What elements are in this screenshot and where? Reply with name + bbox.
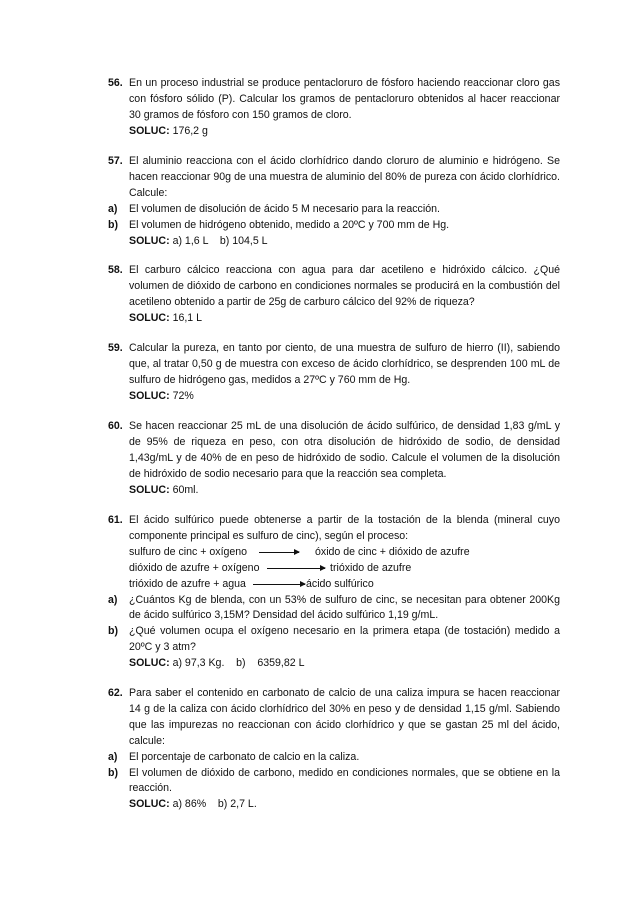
soluc-value: 16,1 L (172, 311, 203, 324)
problem-number: 56. (108, 77, 123, 89)
part-text: ¿Qué volumen ocupa el oxígeno necesario en la primera etapa (de tostación) medido a 20ºC y 3 atm? (129, 625, 560, 654)
soluc-value: 72% (172, 389, 194, 402)
reaction-2 (129, 561, 560, 577)
problem-text: En un proceso industrial se produce pentacloruro de fósforo haciendo reaccionar cloro gas con fósforo sólido (P). Calcular los gramos de pentacloruro obtenidos al hacer reaccionar 30 gramos de fósforo con 150 gramos de cloro. (129, 77, 560, 121)
problem-number: 59. (108, 342, 123, 354)
problem-number: 58. (108, 264, 123, 276)
part-text: El porcentaje de carbonato de calcio en la caliza. (129, 750, 360, 763)
part-label: a) (108, 593, 118, 606)
soluc-value: a) 97,3 Kg. b) 6359,82 L (172, 657, 305, 670)
soluc-value: a) 86% b) 2,7 L. (172, 798, 257, 811)
problem-58 (108, 263, 560, 327)
arrow-icon (259, 552, 299, 553)
problem-57 (108, 154, 560, 249)
part-label: a) (108, 750, 118, 763)
soluc-label: SOLUC: (129, 657, 170, 670)
problem-59 (108, 341, 560, 405)
soluc-label: SOLUC: (129, 389, 170, 402)
arrow-icon (267, 568, 325, 569)
problem-62 (108, 686, 560, 813)
part-label: a) (108, 202, 118, 215)
soluc-label: SOLUC: (129, 798, 170, 811)
part-text: ¿Cuántos Kg de blenda, con un 53% de sulfuro de cinc, se necesitan para obtener 200Kg de ácido sulfúrico 3,15M? Densidad del ácido sulfúrico 1,19 g/mL. (129, 593, 560, 622)
reaction-1 (129, 545, 560, 561)
problem-60 (108, 419, 560, 499)
soluc-label: SOLUC: (129, 124, 170, 137)
part-text: El volumen de hidrógeno obtenido, medido a 20ºC y 700 mm de Hg. (129, 218, 450, 231)
reaction-list (108, 545, 560, 593)
problem-text: El carburo cálcico reacciona con agua para dar acetileno e hidróxido cálcico. ¿Qué volumen de dióxido de carbono en condiciones normales se producirá en la combustión del acetileno obtenido a partir de 25g de carburo cálcico del 92% de riqueza? (129, 264, 560, 308)
problem-text: El aluminio reacciona con el ácido clorhídrico dando cloruro de aluminio e hidrógeno. Se hacen reaccionar 90g de una muestra de aluminio del 80% de pureza con ácido clorhídrico. Calcule: (129, 155, 560, 199)
soluc-label: SOLUC: (129, 483, 170, 496)
reaction-reactants: dióxido de azufre + oxígeno (129, 561, 260, 574)
reaction-products: ácido sulfúrico (306, 577, 374, 590)
soluc-value: 176,2 g (172, 124, 208, 137)
part-label: b) (108, 625, 118, 638)
problem-text: Se hacen reaccionar 25 mL de una disolución de ácido sulfúrico, de densidad 1,83 g/mL y de 95% de riqueza en peso, con otra disolución de hidróxido de sodio, de densidad 1,43g/mL y de 40% de en peso de hidróxido de sodio. Calcule el volumen de la disolución de hidróxido de sodio necesario para que la reacción sea completa. (129, 420, 560, 480)
part-label: b) (108, 218, 118, 231)
soluc-value: a) 1,6 L b) 104,5 L (172, 234, 268, 247)
reaction-3 (129, 577, 560, 593)
soluc-label: SOLUC: (129, 234, 170, 247)
problem-number: 60. (108, 420, 123, 432)
part-text: El volumen de dióxido de carbono, medido en condiciones normales, que se obtiene en la reacción. (129, 766, 560, 795)
problem-text: Calcular la pureza, en tanto por ciento, de una muestra de sulfuro de hierro (II), sabiendo que, al tratar 0,50 g de muestra con exceso de ácido clorhídrico, se desprenden 100 mL de sulfuro de hidrógeno gas, medidos a 27ºC y 760 mm de Hg. (129, 342, 560, 386)
problem-text: Para saber el contenido en carbonato de calcio de una caliza impura se hacen reaccionar 14 g de la caliza con ácido clorhídrico del 30% en peso y de densidad 1,15 g/ml. Sabiendo que las impurezas no reaccionan con ácido clorhídrico y que se gastan 25 ml del ácido, calcule: (129, 687, 560, 747)
problem-number: 57. (108, 155, 123, 167)
reaction-reactants: trióxido de azufre + agua (129, 577, 246, 590)
reaction-products: óxido de cinc + dióxido de azufre (315, 545, 470, 558)
problem-56 (108, 76, 560, 140)
problem-text: El ácido sulfúrico puede obtenerse a partir de la tostación de la blenda (mineral cuyo componente principal es sulfuro de cinc), según el proceso: (129, 514, 560, 542)
reaction-products: trióxido de azufre (330, 561, 412, 574)
part-text: El volumen de disolución de ácido 5 M necesario para la reacción. (129, 202, 440, 215)
reaction-reactants: sulfuro de cinc + oxígeno (129, 545, 248, 558)
arrow-icon (253, 584, 305, 585)
problem-number: 61. (108, 514, 123, 526)
problem-number: 62. (108, 687, 123, 699)
soluc-label: SOLUC: (129, 311, 170, 324)
problem-61 (108, 513, 560, 672)
part-label: b) (108, 766, 118, 779)
soluc-value: 60ml. (172, 483, 199, 496)
